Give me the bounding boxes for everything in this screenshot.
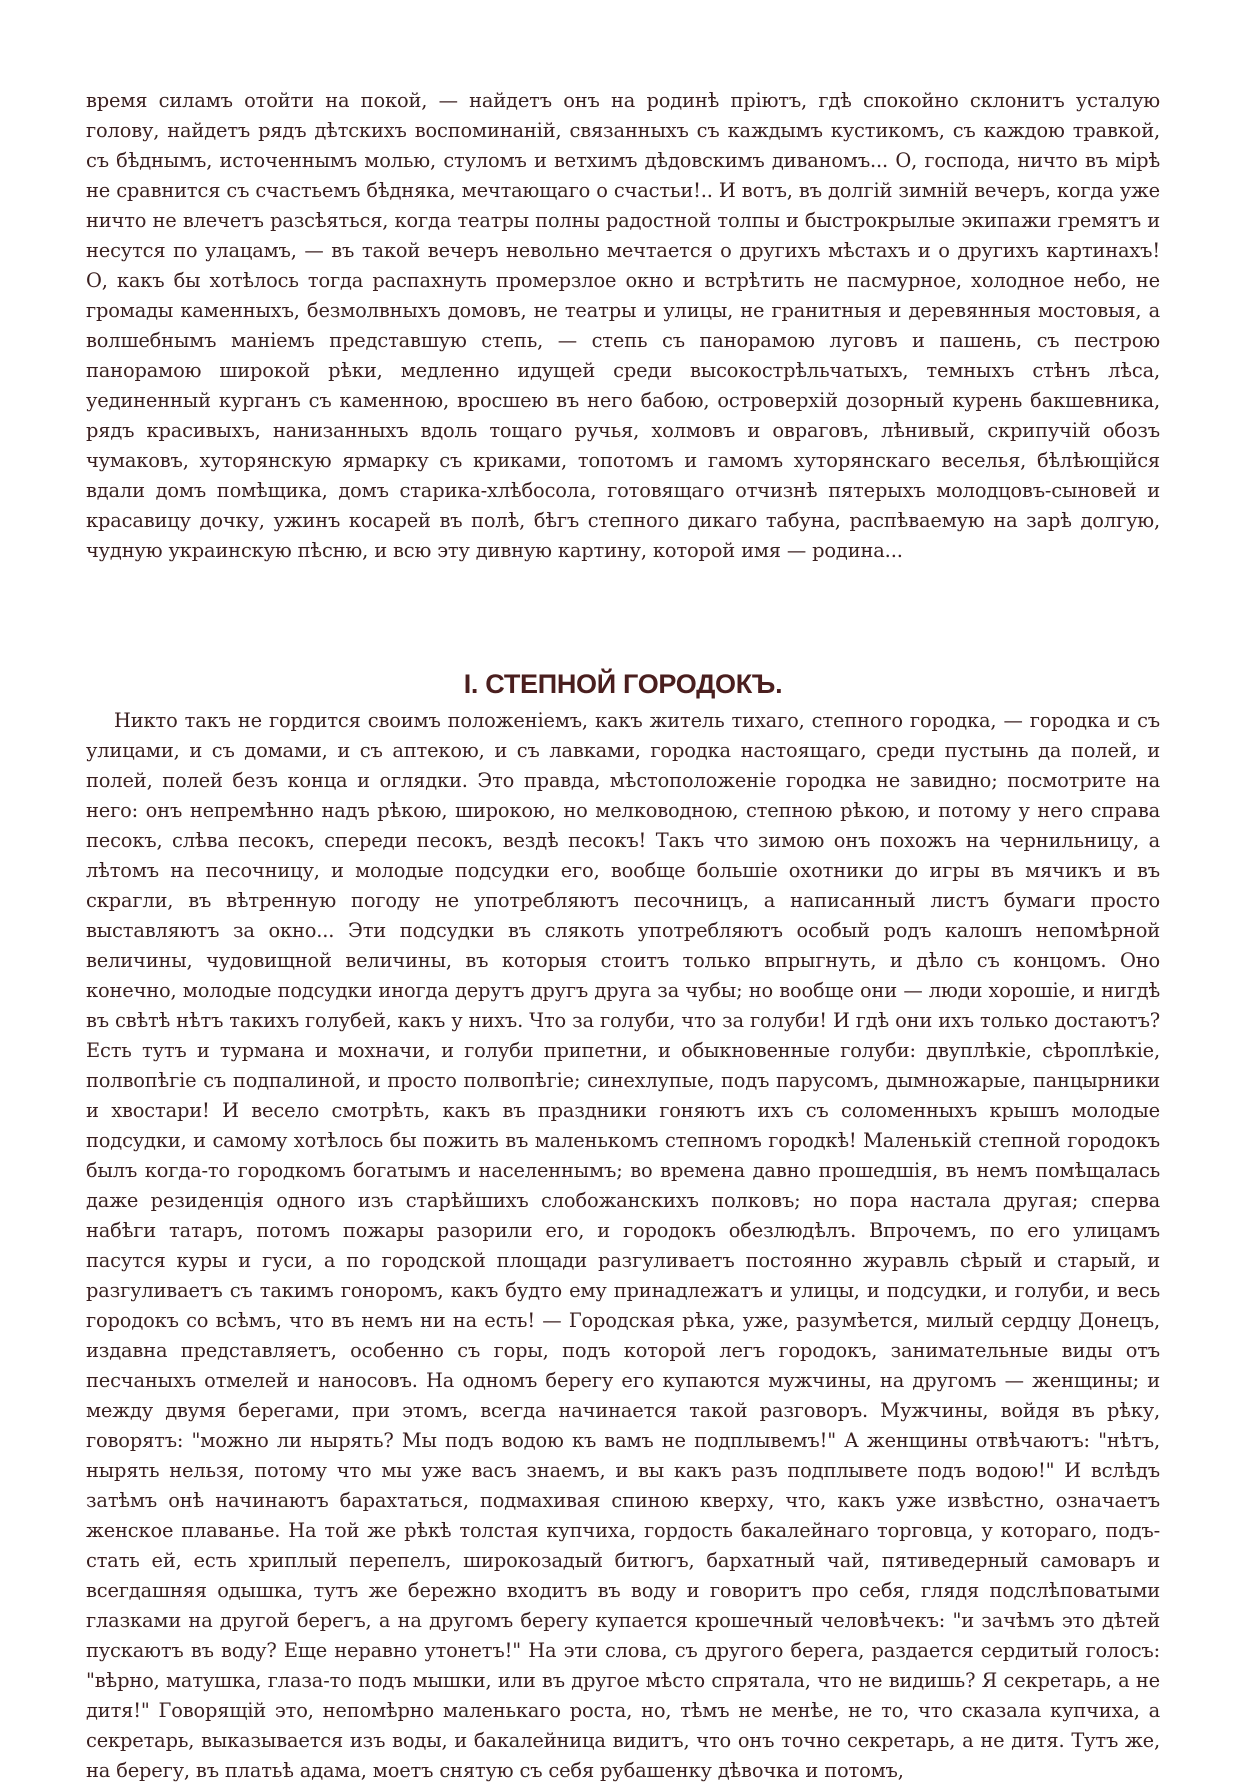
body-paragraph: Никто такъ не гордится своимъ положеніемъ, какъ житель тихаго, степного городка, — городка и съ улицами, и съ домами, и съ аптекою, и съ лавками, городка настоящаго, среди пустынь да полей, и полей, полей безъ конца и оглядки. Это правда, мѣстоположеніе городка не завидно; посмотрите на него: онъ непремѣнно надъ рѣкою, широкою, но мелководною, степною рѣкою, и потому у него справа песокъ, слѣва песокъ, спереди песокъ, вездѣ песокъ! Такъ что зимою онъ похожъ на чернильницу, а лѣтомъ на песочницу, и молодые подсудки его, вообще большіе охотники до игры въ мячикъ и въ скрагли, въ вѣтренную погоду не употребляютъ песочницъ, а написанный листъ бумаги просто выставляютъ за окно... Эти подсудки въ слякоть употребляютъ особый родъ калошъ непомѣрной величины, чудовищной величины, въ которыя стоитъ только впрыгнуть, и дѣло съ концомъ. Оно конечно, молодые подсудки иногда дерутъ другъ друга за чубы; но вообще они — люди хорошіе, и нигдѣ въ свѣтѣ нѣтъ такихъ голубей, какъ у нихъ. Что за голуби, что за голуби! И гдѣ они ихъ только достаютъ? Есть тутъ и турмана и мохначи, и голуби припетни, и обыкновенные голуби: двуплѣкіе, сѣроплѣкіе, полвопѣгіе съ подпалиной, и просто полвопѣгіе; синехлупые, подъ парусомъ, дымножарые, панцырники и хвостари! И весело смотрѣть, какъ въ праздники гоняютъ ихъ съ соломенныхъ крышъ молодые подсудки, и самому хотѣлось бы пожить въ маленькомъ степномъ городкѣ! Маленькій степной городокъ былъ когда-то городкомъ богатымъ и населеннымъ; во времена давно прошедшія, въ немъ помѣщалась даже резиденція одного изъ старѣйшихъ слобожанскихъ полковъ; но пора настала другая; сперва набѣги татаръ, потомъ пожары разорили его, и городокъ обезлюдѣлъ. Впрочемъ, по его улицамъ пасутся куры и гуси, а по городской площади разгуливаетъ постоянно журавль сѣрый и старый, и разгуливаетъ съ такимъ гоноромъ, какъ будто ему принадлежатъ и улицы, и подсудки, и голуби, и весь городокъ со всѣмъ, что въ немъ ни на есть! — Городская рѣка, уже, разумѣется, милый сердцу Донецъ, издавна представляетъ, особенно съ горы, подъ которой легъ городокъ, занимательные виды отъ песчаныхъ отмелей и наносовъ. На одномъ берегу его купаются мужчины, на другомъ — женщины; и между двумя берегами, при этомъ, всегда начинается такой разговоръ. Мужчины, войдя въ рѣку, говорятъ: "можно ли нырять? Мы подъ водою къ вамъ не подплывемъ!" А женщины отвѣчаютъ: "нѣтъ, нырять нельзя, потому что мы уже васъ знаемъ, и вы какъ разъ подплывете подъ водою!" И вслѣдъ затѣмъ онѣ начинаютъ барахтаться, подмахивая спиною кверху, что, какъ уже извѣстно, означаетъ женское плаванье. На той же рѣкѣ толстая купчиха, гордость бакалейнаго торговца, у котораго, подъ-стать ей, есть хриплый перепелъ, широкозадый битюгъ, бархатный чай, пятиведерный самоваръ и всегдашняя одышка, тутъ же бережно входитъ въ воду и говоритъ про себя, глядя подслѣповатыми глазками на другой берегъ, а на другомъ берегу купается крошечный человѣчекъ: "и зачѣмъ это дѣтей пускаютъ въ воду? Еще неравно утонетъ!" На эти слова, съ другого берега, раздается сердитый голосъ: "вѣрно, матушка, глаза-то подъ мышки, или въ другое мѣсто спрятала, что не видишь? Я секретарь, а не дитя!" Говорящій это, непомѣрно маленькаго роста, но, тѣмъ не менѣе, не то, что сказала купчиха, а секретарь, выказывается изъ воды, и бакалейница видитъ, что онъ точно секретарь, а не дитя. Тутъ же, на берегу, въ платьѣ адама, моетъ снятую съ себя рубашенку дѣвочка и потомъ, <box>86 709 1160 1782</box>
body-paragraph: время силамъ отойти на покой, — найдетъ онъ на родинѣ пріютъ, гдѣ спокойно склонитъ усталую голову, найдетъ рядъ дѣтскихъ воспоминаній, связанныхъ съ каждымъ кустикомъ, съ каждою травкой, съ бѣднымъ, источеннымъ молью, стуломъ и ветхимъ дѣдовскимъ диваномъ... О, господа, ничто въ мірѣ не сравнится съ счастьемъ бѣдняка, мечтающаго о счастьи!.. И вотъ, въ долгій зимній вечеръ, когда уже ничто не влечетъ разсѣяться, когда театры полны радостной толпы и быстрокрылые экипажи гремятъ и несутся по улацамъ, — въ такой вечеръ невольно мечтается о другихъ мѣстахъ и о другихъ картинахъ! О, какъ бы хотѣлось тогда распахнуть промерзлое окно и встрѣтить не пасмурное, холодное небо, не громады каменныхъ, безмолвныхъ домовъ, не театры и улицы, не гранитныя и деревянныя мостовыя, а волшебнымъ маніемъ представшую степь, — степь съ панорамою луговъ и пашень, съ пестрою панорамою широкой рѣки, медленно идущей среди высокострѣльчатыхъ, темныхъ стѣнъ лѣса, уединенный курганъ съ каменною, вросшею въ него бабою, островерхій дозорный курень бакшевника, рядъ красивыхъ, нанизанныхъ вдоль тощаго ручья, холмовъ и овраговъ, лѣнивый, скрипучій обозъ чумаковъ, хуторянскую ярмарку съ криками, топотомъ и гамомъ хуторянскаго веселья, бѣлѣющійся вдали домъ помѣщика, домъ старика-хлѣбосола, готовящаго отчизнѣ пятерыхъ молодцовъ-сыновей и красавицу дочку, ужинъ косарей въ полѣ, бѣгъ степного дикаго табуна, распѣваемую на зарѣ долгую, чудную украинскую пѣсню, и всю эту дивную картину, которой имя — родина... <box>86 89 1160 562</box>
chapter-title: I. СТЕПНОЙ ГОРОДОКЪ. <box>463 669 783 699</box>
